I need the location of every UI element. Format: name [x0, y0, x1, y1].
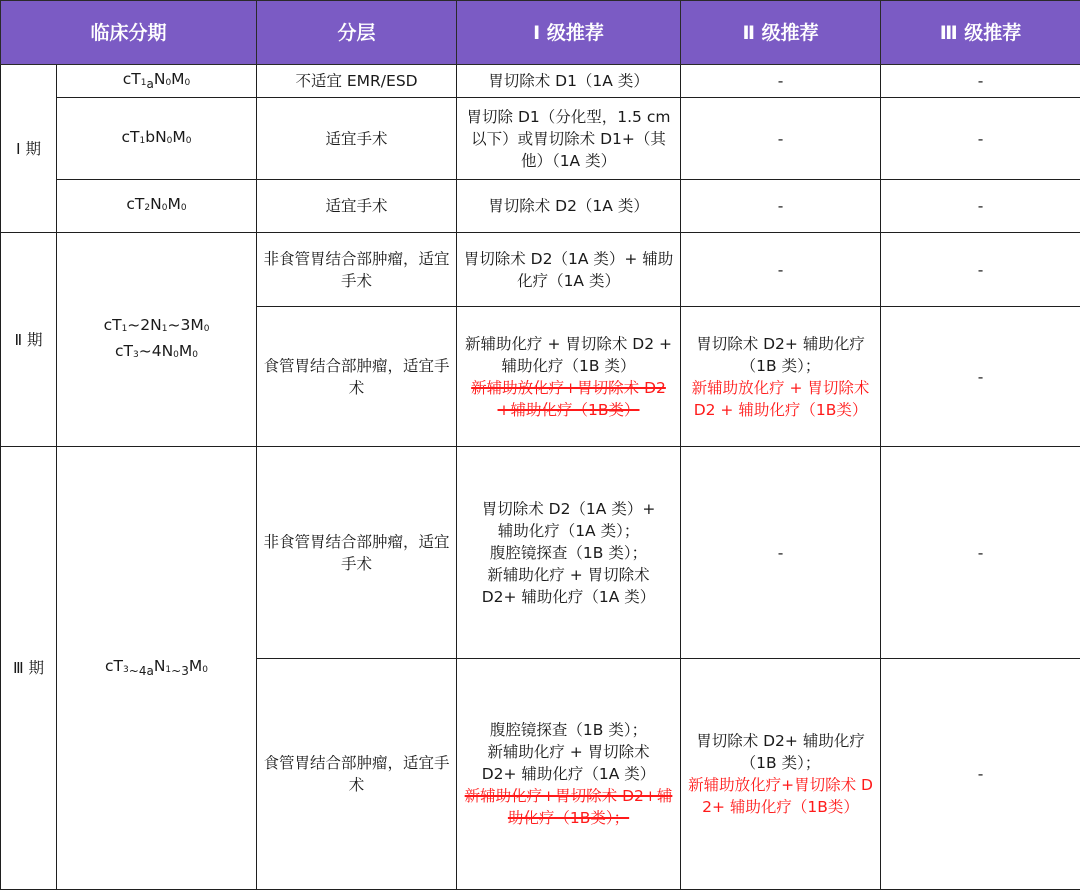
- level1-deleted-text: 新辅助放化疗+胃切除术 D2+辅助化疗（1B类）: [471, 378, 666, 419]
- level1-cell: 腹腔镜探查（1B 类）； 新辅助化疗 + 胃切除术 D2+ 辅助化疗（1A 类） 新辅助化疗+胃切除术 D2+辅助化疗（1B类）；: [457, 659, 681, 890]
- level3-cell: -: [881, 98, 1080, 180]
- table-row: [1, 65, 1080, 98]
- level2-cell: -: [681, 233, 881, 307]
- level1-cell: 胃切除术 D1（1A 类）: [457, 65, 681, 98]
- level3-cell: -: [881, 65, 1080, 98]
- stratification-cell: 适宜手术: [257, 98, 457, 180]
- table-row: [1, 98, 1080, 180]
- level3-cell: -: [881, 447, 1080, 659]
- level1-cell: 胃切除术 D2（1A 类）+ 辅助化疗（1A 类）； 腹腔镜探查（1B 类）； 新辅助化疗 + 胃切除术 D2+ 辅助化疗（1A 类）: [457, 447, 681, 659]
- header-clinical-stage: 临床分期: [1, 1, 257, 65]
- level1-cell: 胃切除术 D2（1A 类）+ 辅助化疗（1A 类）: [457, 233, 681, 307]
- table-row: [1, 233, 1080, 307]
- stage-label: Ⅰ 期: [1, 65, 57, 233]
- header-level1: Ⅰ 级推荐: [457, 1, 681, 65]
- header-row: [1, 1, 1080, 65]
- level2-text: 胃切除术 D2+ 辅助化疗（1B 类）；: [696, 334, 865, 375]
- level2-cell: -: [681, 180, 881, 233]
- level1-text: 新辅助化疗 + 胃切除术 D2 + 辅助化疗（1B 类）: [465, 334, 672, 375]
- level3-cell: -: [881, 659, 1080, 890]
- header-stratification: 分层: [257, 1, 457, 65]
- stratification-cell: 食管胃结合部肿瘤，适宜手术: [257, 307, 457, 447]
- tnm-cell: $cT_1\sim 2N_1\sim 3M_0$ $cT_3\sim 4N_0M_0$: [57, 233, 257, 447]
- stratification-cell: 不适宜 EMR/ESD: [257, 65, 457, 98]
- tnm-cell: $cT_{3\sim 4a}N_{1\sim 3}M_0$: [57, 447, 257, 890]
- level2-cell: -: [681, 98, 881, 180]
- stage-label: Ⅲ 期: [1, 447, 57, 890]
- level3-cell: -: [881, 307, 1080, 447]
- stratification-cell: 非食管胃结合部肿瘤，适宜手术: [257, 447, 457, 659]
- level1-cell: [457, 307, 681, 447]
- level3-cell: -: [881, 180, 1080, 233]
- table-row: [1, 180, 1080, 233]
- table-row: [1, 447, 1080, 659]
- stratification-cell: 适宜手术: [257, 180, 457, 233]
- level2-added-text: 新辅助放化疗+胃切除术 D2+ 辅助化疗（1B类）: [688, 776, 873, 816]
- stratification-cell: 非食管胃结合部肿瘤，适宜手术: [257, 233, 457, 307]
- level3-cell: -: [881, 233, 1080, 307]
- header-level2: Ⅱ 级推荐: [681, 1, 881, 65]
- tnm-cell: $cT_2N_0M_0$: [57, 180, 257, 233]
- header-level3: Ⅲ 级推荐: [881, 1, 1080, 65]
- level2-added-text: 新辅助放化疗 + 胃切除术 D2 + 辅助化疗（1B类）: [691, 378, 870, 419]
- level1-deleted-text: 新辅助化疗+胃切除术 D2+辅助化疗（1B类）；: [464, 787, 673, 827]
- level1-cell: 胃切除 D1（分化型，1.5 cm 以下）或胃切除术 D1+（其他）（1A 类）: [457, 98, 681, 180]
- level2-cell: -: [681, 447, 881, 659]
- tnm-cell: $cT_1bN_0M_0$: [57, 98, 257, 180]
- level2-cell: -: [681, 65, 881, 98]
- level2-cell: [681, 307, 881, 447]
- stage-label: Ⅱ 期: [1, 233, 57, 447]
- level1-cell: 胃切除术 D2（1A 类）: [457, 180, 681, 233]
- level2-cell: [681, 659, 881, 890]
- stratification-cell: 食管胃结合部肿瘤，适宜手术: [257, 659, 457, 890]
- tnm-cell: $cT_{1a}N_0M_0$: [57, 65, 257, 98]
- level2-text: 胃切除术 D2+ 辅助化疗（1B 类）；: [696, 732, 865, 772]
